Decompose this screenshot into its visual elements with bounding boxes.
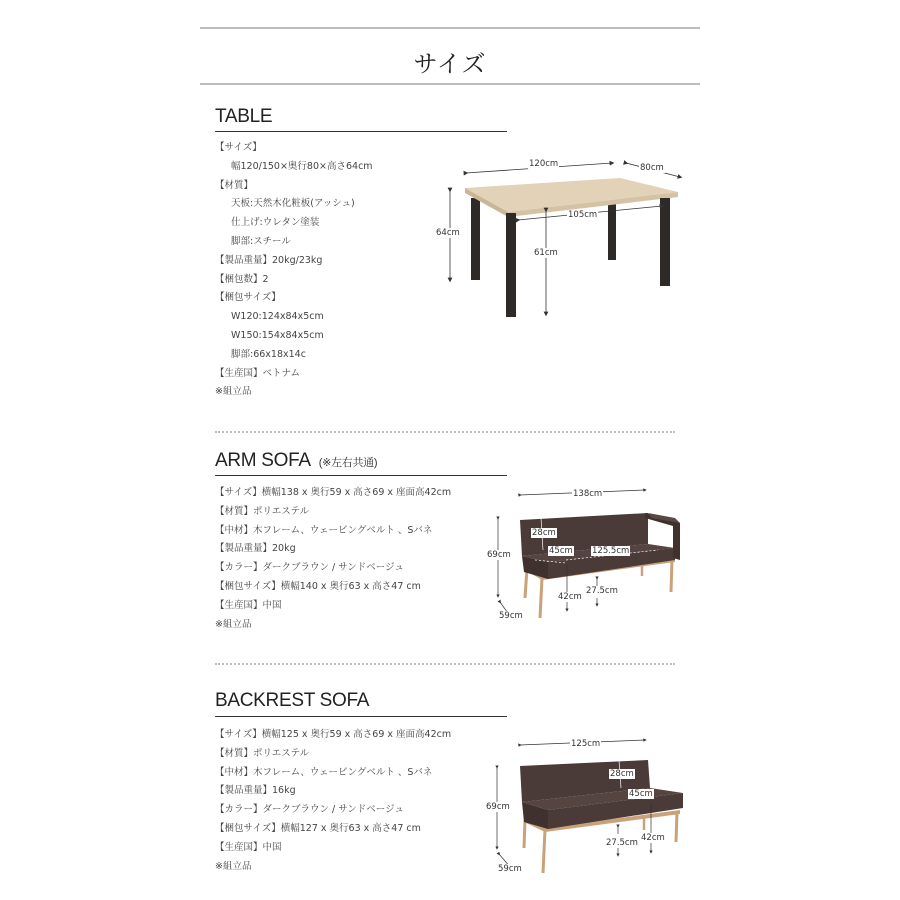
- arm-sofa-title-underline: [215, 475, 507, 476]
- backrest-sofa-illustration: [480, 730, 690, 880]
- spec-line: 天板:天然木化粧板(アッシュ): [231, 198, 355, 210]
- spec-line: 【梱包サイズ】横幅140 x 奥行63 x 高さ47 cm: [215, 580, 421, 592]
- spec-line: 【梱包数】2: [215, 273, 269, 285]
- spec-line: 【製品重量】16kg: [215, 785, 296, 797]
- arm-sofa-seat-depth-label: 45cm: [549, 546, 573, 556]
- table-clearance-label: 61cm: [534, 248, 558, 258]
- spec-line: 【製品重量】20kg/23kg: [215, 254, 323, 266]
- spec-line: 【中材】木フレーム、ウェービングベルト 、Sバネ: [215, 766, 433, 778]
- spec-line: 脚部:66x18x14c: [231, 348, 306, 360]
- section-title-backrest-sofa: [215, 690, 369, 712]
- spec-line: 【製品重量】20kg: [215, 543, 296, 555]
- backrest-sofa-seat-depth-label: 45cm: [629, 789, 653, 799]
- spec-line: 幅120/150×奥行80×高さ64cm: [231, 160, 373, 172]
- arm-sofa-title-text: ARM SOFA: [215, 450, 311, 471]
- arm-sofa-dimension-diagram: [480, 480, 690, 625]
- spec-line: 【カラー】ダークブラウン / サンドベージュ: [215, 562, 404, 574]
- spec-line: 【サイズ】横幅138 x 奥行59 x 高さ69 x 座面高42cm: [215, 487, 452, 498]
- spec-line: 【生産国】ベトナム: [215, 367, 301, 379]
- table-title-underline: [215, 131, 507, 132]
- spec-line: 【中材】木フレーム、ウェービングベルト 、Sバネ: [215, 524, 433, 536]
- spec-line: 【生産国】中国: [215, 599, 282, 611]
- backrest-sofa-title-text: BACKREST SOFA: [215, 690, 370, 711]
- spec-line: W150:154x84x5cm: [231, 329, 324, 341]
- backrest-sofa-depth-label: 59cm: [498, 864, 522, 874]
- backrest-sofa-seat-height-label: 42cm: [641, 833, 665, 843]
- arm-sofa-subtitle: (※左右共通): [318, 457, 378, 469]
- arm-sofa-seat-height-label: 42cm: [558, 592, 582, 602]
- table-spec-list: [215, 139, 373, 402]
- backrest-sofa-dimension-diagram: [480, 730, 690, 880]
- section-divider: [215, 431, 675, 433]
- backrest-sofa-clearance-label: 27.5cm: [606, 838, 638, 848]
- spec-line: 【梱包サイズ】横幅127 x 奥行63 x 高さ47 cm: [215, 822, 421, 834]
- spec-line: ※組立品: [215, 860, 252, 872]
- spec-line: 仕上げ:ウレタン塗装: [231, 217, 320, 229]
- table-width-label: 120cm: [529, 159, 559, 169]
- table-inner-width-label: 105cm: [568, 210, 598, 220]
- table-title-text: TABLE: [215, 106, 273, 127]
- spec-line: 【材質】ポリエステル: [215, 747, 310, 759]
- spec-line: 【材質】ポリエステル: [215, 505, 310, 517]
- spec-line: 【生産国】中国: [215, 841, 282, 853]
- header-top-rule: [200, 27, 700, 29]
- spec-line: ※組立品: [215, 386, 252, 398]
- arm-sofa-back-label: 28cm: [532, 528, 556, 538]
- spec-line: 【サイズ】横幅125 x 奥行59 x 高さ69 x 座面高42cm: [215, 729, 452, 740]
- backrest-sofa-height-label: 69cm: [486, 802, 510, 812]
- spec-line: 【サイズ】: [215, 142, 262, 153]
- arm-sofa-clearance-label: 27.5cm: [586, 586, 618, 596]
- header-bottom-rule: [200, 83, 700, 85]
- backrest-sofa-spec-list: [215, 726, 451, 876]
- spec-line: 【梱包サイズ】: [215, 292, 281, 304]
- arm-sofa-spec-list: [215, 484, 451, 634]
- arm-sofa-seat-width-label: 125.5cm: [592, 546, 630, 556]
- arm-sofa-width-label: 138cm: [573, 489, 603, 499]
- arm-sofa-depth-label: 59cm: [499, 611, 523, 621]
- section-title-arm-sofa: [215, 450, 377, 472]
- section-title-table: [215, 106, 272, 128]
- table-height-label: 64cm: [436, 228, 460, 238]
- spec-line: ※組立品: [215, 618, 252, 630]
- spec-line: W120:124x84x5cm: [231, 311, 324, 323]
- spec-line: 【材質】: [215, 179, 254, 191]
- spec-line: 【カラー】ダークブラウン / サンドベージュ: [215, 804, 404, 816]
- section-divider: [215, 663, 675, 665]
- table-depth-label: 80cm: [640, 163, 664, 173]
- page-title: サイズ: [413, 50, 487, 78]
- backrest-sofa-width-label: 125cm: [571, 739, 601, 749]
- arm-sofa-height-label: 69cm: [487, 550, 511, 560]
- table-dimension-diagram: [430, 150, 690, 330]
- spec-line: 脚部:スチール: [231, 235, 291, 247]
- table-illustration: [430, 150, 690, 330]
- backrest-sofa-back-label: 28cm: [610, 769, 634, 779]
- backrest-sofa-title-underline: [215, 716, 507, 717]
